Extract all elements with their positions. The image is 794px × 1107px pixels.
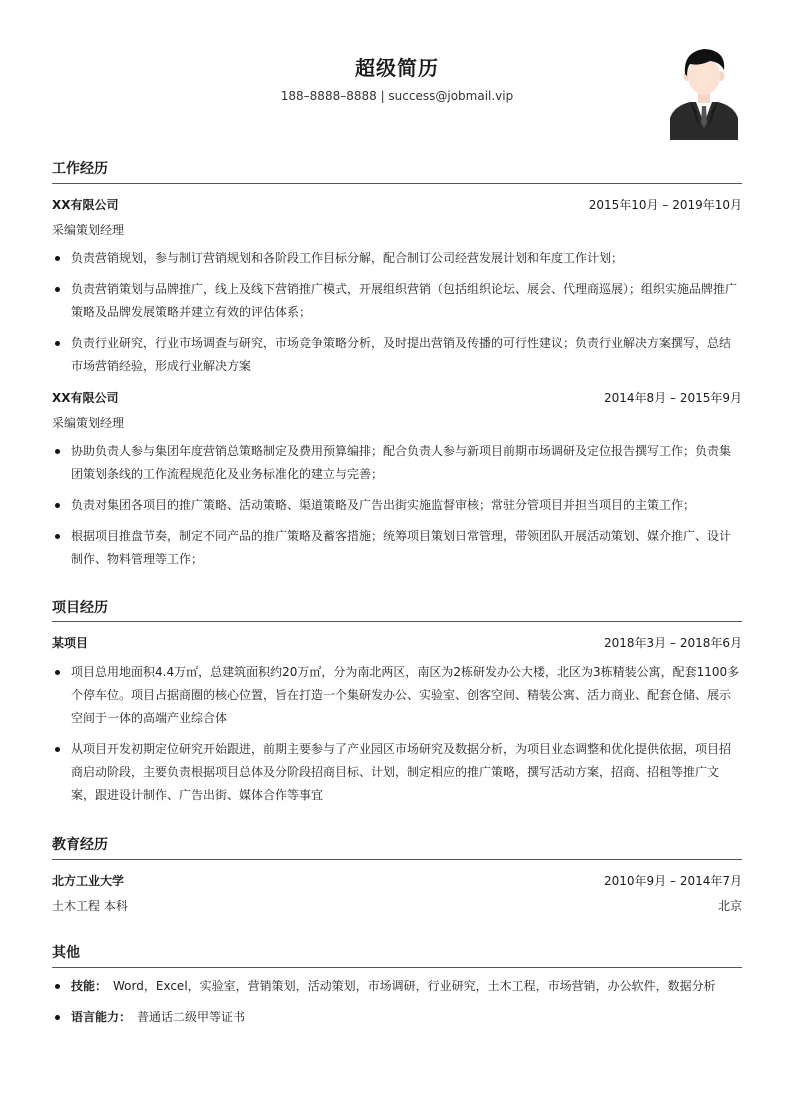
contact-info: 188–8888–8888 | success@jobmail.vip <box>280 89 514 103</box>
company-name: XX有限公司 <box>52 198 119 212</box>
language-label: 语言能力： <box>71 1010 132 1024</box>
entry-date: 2014年8月 – 2015年9月 <box>604 391 742 405</box>
list-item: 负责营销规划，参与制订营销规划和各阶段工作目标分解，配合制订公司经营发展计划和年度工作计划； <box>52 247 742 270</box>
skills-item <box>52 975 742 998</box>
section-divider <box>52 621 742 622</box>
school-location: 北京 <box>717 899 742 913</box>
list-item: 负责营销策划与品牌推广，线上及线下营销推广模式，开展组织营销（包括组织论坛、展会、代理商巡展）；组织实施品牌推广策略及品牌发展策略并建立有效的评估体系； <box>52 278 742 324</box>
role-text: 采编策划经理 <box>52 416 125 430</box>
resume-name: 超级简历 <box>355 56 439 80</box>
entry-date: 2010年9月 – 2014年7月 <box>604 874 742 888</box>
avatar <box>670 44 738 140</box>
school-name: 北方工业大学 <box>52 874 125 888</box>
project-section-title: 项目经历 <box>52 600 108 616</box>
list-item: 负责对集团各项目的推广策略、活动策略、渠道策略及广告出街实施监督审核；常驻分管项目并担当项目的主策工作； <box>52 494 742 517</box>
work-bullets <box>52 247 742 386</box>
company-name: XX有限公司 <box>52 391 119 405</box>
work-bullets <box>52 440 742 579</box>
section-divider <box>52 183 742 184</box>
list-item: 协助负责人参与集团年度营销总策略制定及费用预算编排；配合负责人参与新项目前期市场调研及定位报告撰写工作；负责集团策划条线的工作流程规范化及业务标准化的建立与完善； <box>52 440 742 486</box>
work-section-title: 工作经历 <box>52 161 108 177</box>
list-item: 负责行业研究，行业市场调查与研究，市场竞争策略分析，及时提出营销及传播的可行性建议；负责行业解决方案撰写，总结市场营销经验，形成行业解决方案 <box>52 332 742 378</box>
other-list <box>52 975 742 1037</box>
skills-value: Word，Excel，实验室，营销策划，活动策划，市场调研，行业研究，土木工程，市场营销，办公软件，数据分析 <box>113 979 716 993</box>
list-item: 项目总用地面积4.4万㎡，总建筑面积约20万㎡，分为南北两区，南区为2栋研发办公大楼，北区为3栋精装公寓，配套1100多个停车位。项目占据商圈的核心位置，旨在打造一个集研发办公、实验室、创客空间、精装公寓、活力商业、配套仓储、展示空间于一体的高端产业综合体 <box>52 661 742 730</box>
other-section-title: 其他 <box>52 945 80 961</box>
section-divider <box>52 967 742 968</box>
project-name: 某项目 <box>52 636 89 650</box>
role-text: 采编策划经理 <box>52 223 125 237</box>
project-bullets <box>52 661 742 815</box>
section-divider <box>52 859 742 860</box>
entry-date: 2018年3月 – 2018年6月 <box>604 636 742 650</box>
list-item: 从项目开发初期定位研究开始跟进，前期主要参与了产业园区市场研究及数据分析，为项目业态调整和优化提供依据，项目招商启动阶段，主要负责根据项目总体及分阶段招商目标、计划，制定相应的推广策略，撰写活动方案，招商、招租等推广文案，跟进设计制作、广告出街、媒体合作等事宜 <box>52 738 742 807</box>
list-item: 根据项目推盘节奏，制定不同产品的推广策略及蓄客措施；统筹项目策划日常管理，带领团队开展活动策划、媒介推广、设计制作、物料管理等工作； <box>52 525 742 571</box>
skills-label: 技能： <box>71 979 108 993</box>
language-item <box>52 1006 742 1029</box>
language-value: 普通话二级甲等证书 <box>137 1010 246 1024</box>
entry-date: 2015年10月 – 2019年10月 <box>588 198 742 212</box>
major-degree: 土木工程 本科 <box>52 899 128 913</box>
education-section-title: 教育经历 <box>52 837 108 853</box>
